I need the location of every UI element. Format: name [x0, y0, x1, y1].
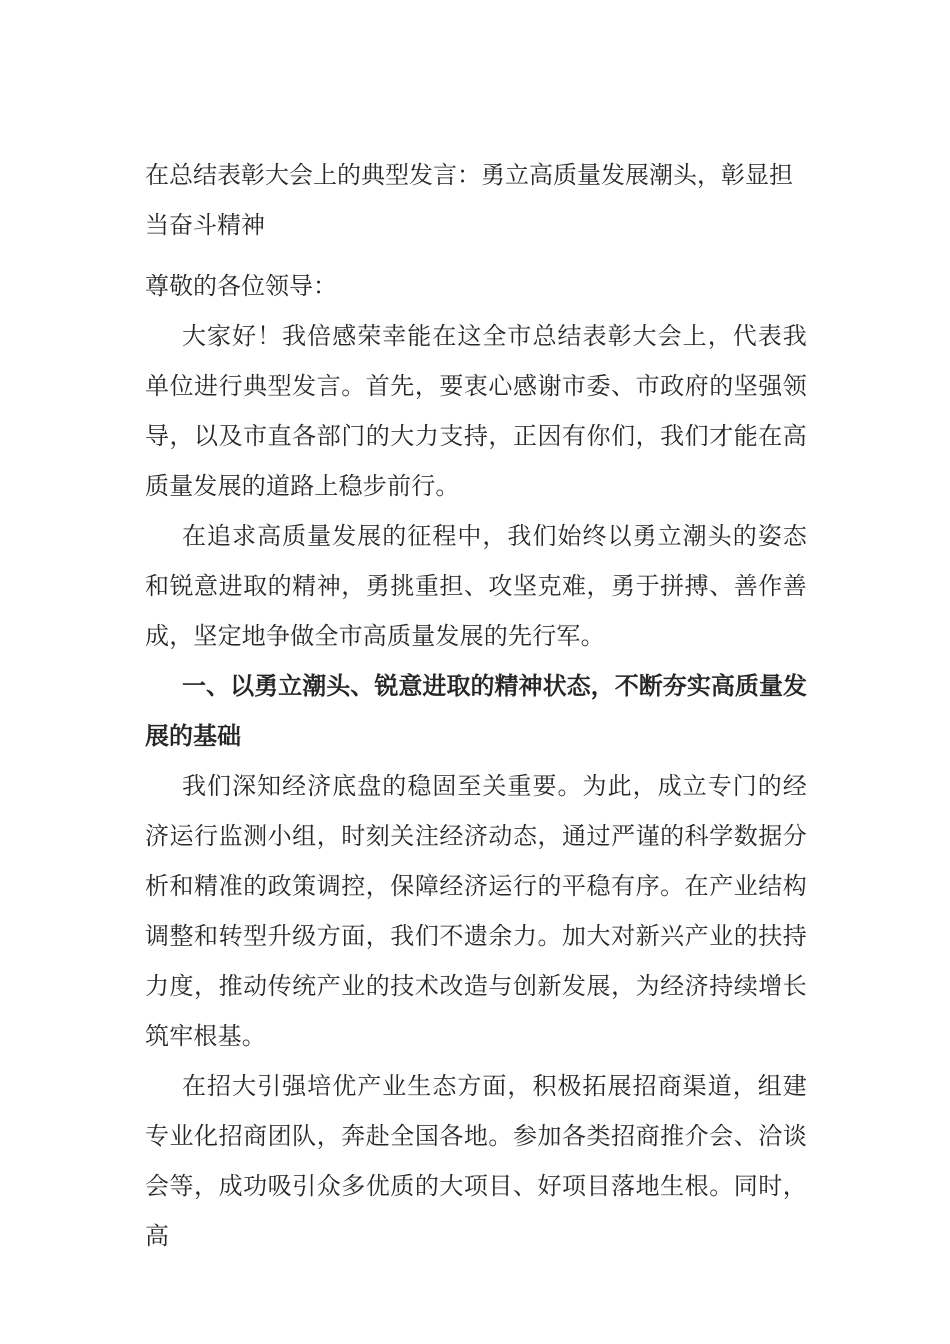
section-heading-1: 一、以勇立潮头、锐意进取的精神状态，不断夯实高质量发展的基础 — [145, 672, 807, 750]
paragraph-economy: 我们深知经济底盘的稳固至关重要。为此，成立专门的经济运行监测小组，时刻关注经济动态，通过严谨的科学数据分析和精准的政策调控，保障经济运行的平稳有序。在产业结构调整和转型升级方面，我们不遗余力。加大对新兴产业的扶持力度，推动传统产业的技术改造与创新发展，为经济持续增长筑牢根基。 — [145, 772, 807, 1050]
salutation: 尊敬的各位领导： — [145, 272, 337, 300]
document-title: 在总结表彰大会上的典型发言：勇立高质量发展潮头，彰显担当奋斗精神 — [145, 161, 793, 239]
paragraph-investment: 在招大引强培优产业生态方面，积极拓展招商渠道，组建专业化招商团队，奔赴全国各地。参加各类招商推介会、洽谈会等，成功吸引众多优质的大项目、好项目落地生根。同时，高 — [145, 1072, 807, 1250]
document-body — [145, 150, 807, 1261]
paragraph-intro: 在追求高质量发展的征程中，我们始终以勇立潮头的姿态和锐意进取的精神，勇挑重担、攻坚克难，勇于拼搏、善作善成，坚定地争做全市高质量发展的先行军。 — [145, 522, 807, 650]
paragraph-greeting: 大家好！我倍感荣幸能在这全市总结表彰大会上，代表我单位进行典型发言。首先，要衷心感谢市委、市政府的坚强领导，以及市直各部门的大力支持，正因有你们，我们才能在高质量发展的道路上稳步前行。 — [145, 322, 807, 500]
